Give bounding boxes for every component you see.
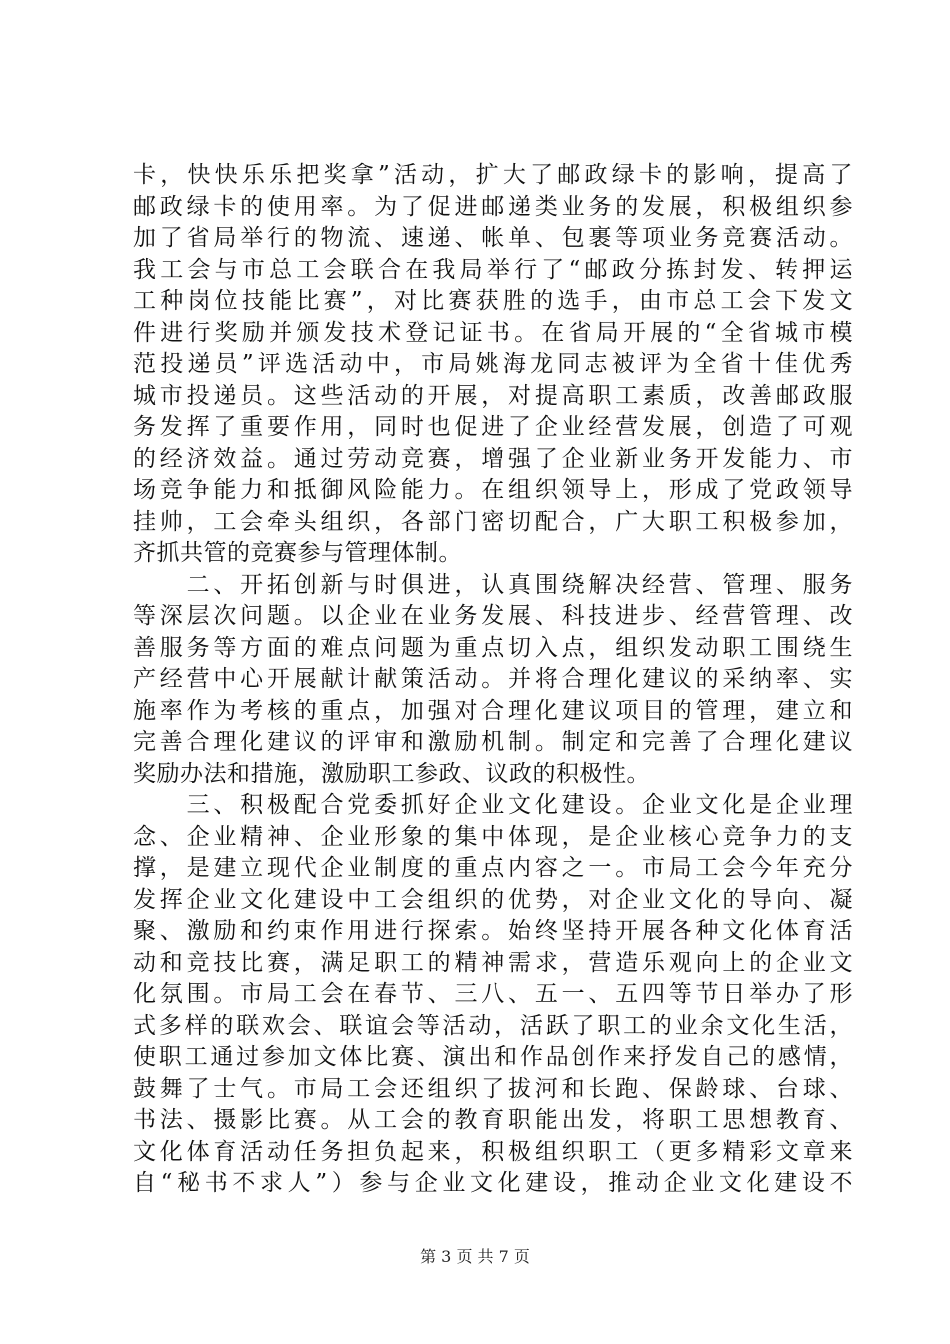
text-line: 鼓舞了士气。市局工会还组织了拔河和长跑、保龄球、台球、 (133, 1075, 853, 1102)
text-line: 化氛围。市局工会在春节、三八、五一、五四等节日举办了形 (133, 981, 853, 1007)
text-line: 邮政绿卡的使用率。为了促进邮递类业务的发展，积极组织参 (133, 193, 853, 220)
text-line: 产经营中心开展献计献策活动。并将合理化建议的采纳率、实 (133, 666, 853, 692)
text-line: 的经济效益。通过劳动竞赛，增强了企业新业务开发能力、市 (133, 445, 853, 472)
page-number: 第 3 页 共 7 页 (420, 1247, 530, 1266)
text-line: 卡，快快乐乐把奖拿”活动，扩大了邮政绿卡的影响，提高了 (133, 162, 853, 188)
text-line: 式多样的联欢会、联谊会等活动，活跃了职工的业余文化生活， (133, 1012, 853, 1039)
text-line: 件进行奖励并颁发技术登记证书。在省局开展的“全省城市模 (133, 319, 853, 346)
text-line: 撑，是建立现代企业制度的重点内容之一。市局工会今年充分 (133, 855, 853, 881)
text-line: 完善合理化建议的评审和激励机制。制定和完善了合理化建议 (133, 729, 853, 755)
text-line: 聚、激励和约束作用进行探索。始终坚持开展各种文化体育活 (133, 918, 853, 944)
text-line: 书法、摄影比赛。从工会的教育职能出发，将职工思想教育、 (133, 1107, 853, 1133)
text-line: 务发挥了重要作用，同时也促进了企业经营发展，创造了可观 (133, 414, 853, 440)
text-line: 二、开拓创新与时俱进，认真围绕解决经营、管理、服务 (133, 571, 853, 598)
text-line: 等深层次问题。以企业在业务发展、科技进步、经营管理、改 (133, 603, 853, 629)
text-line: 文化体育活动任务担负起来，积极组织职工（更多精彩文章来 (133, 1138, 853, 1165)
text-line: 念、企业精神、企业形象的集中体现，是企业核心竞争力的支 (133, 823, 853, 850)
text-line: 自“秘书不求人”）参与企业文化建设，推动企业文化建设不 (133, 1170, 853, 1196)
body-text (133, 160, 853, 1200)
text-line: 城市投递员。这些活动的开展，对提高职工素质，改善邮政服 (133, 382, 853, 409)
text-line: 范投递员”评选活动中，市局姚海龙同志被评为全省十佳优秀 (133, 351, 853, 377)
text-line: 使职工通过参加文体比赛、演出和作品创作来抒发自己的感情， (133, 1044, 853, 1070)
text-line: 挂帅，工会牵头组织，各部门密切配合，广大职工积极参加， (133, 508, 853, 535)
text-line: 工种岗位技能比赛”，对比赛获胜的选手，由市总工会下发文 (133, 288, 853, 314)
text-line: 齐抓共管的竞赛参与管理体制。 (133, 540, 462, 566)
text-line: 我工会与市总工会联合在我局举行了“邮政分拣封发、转押运 (133, 256, 853, 283)
text-line: 三、积极配合党委抓好企业文化建设。企业文化是企业理 (133, 792, 853, 818)
text-line: 场竞争能力和抵御风险能力。在组织领导上，形成了党政领导 (133, 477, 853, 503)
text-line: 发挥企业文化建设中工会组织的优势，对企业文化的导向、凝 (133, 886, 853, 913)
text-line: 施率作为考核的重点，加强对合理化建议项目的管理，建立和 (133, 697, 853, 724)
text-line: 加了省局举行的物流、速递、帐单、包裹等项业务竞赛活动。 (133, 225, 853, 251)
text-line: 善服务等方面的难点问题为重点切入点，组织发动职工围绕生 (133, 634, 853, 661)
text-line: 奖励办法和措施，激励职工参政、议政的积极性。 (133, 760, 650, 787)
text-line: 动和竞技比赛，满足职工的精神需求，营造乐观向上的企业文 (133, 949, 853, 976)
page-footer (0, 1244, 950, 1267)
